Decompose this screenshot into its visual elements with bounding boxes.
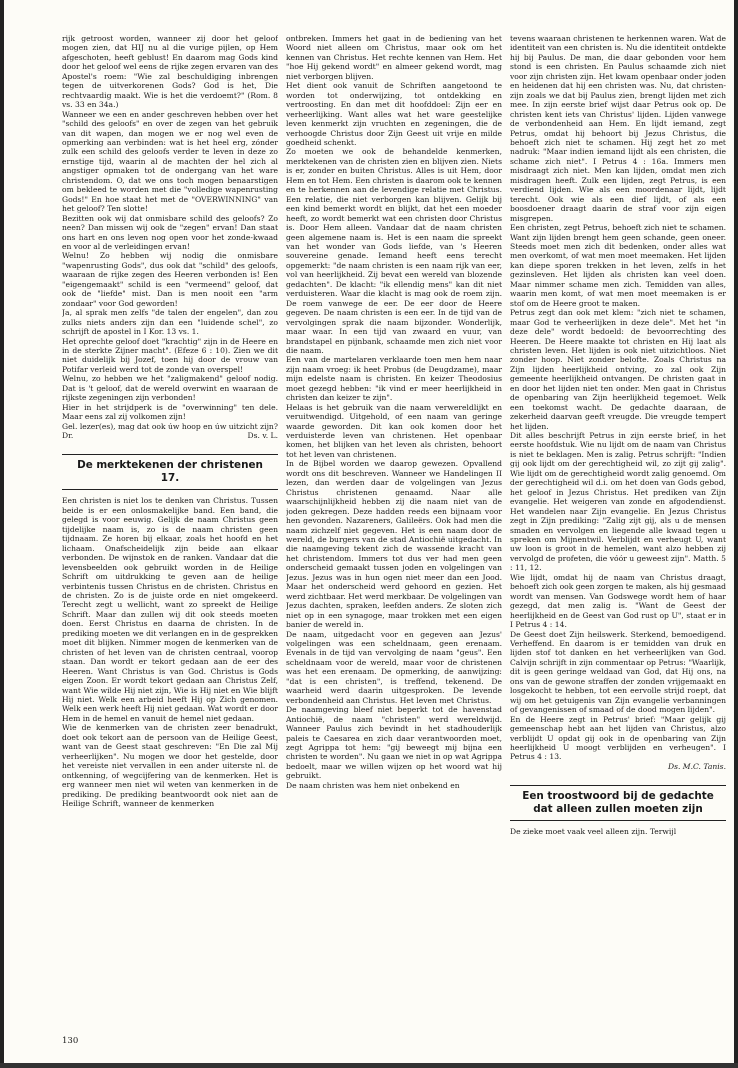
paragraph: Wie lijdt, omdat hij de naam van Christus draagt, behoeft zich ook geen zorgen te maken, als hij gesmaad wordt van mensen. Van Godswege wordt hem of haar gezegd, dat men zalig is. "Want de Geest der heerlijkheid en de Geest van God rust op U", staat er in I Petrus 4 : 14. [510,572,726,630]
right-page-edge [734,0,738,1068]
paragraph: Het oprechte geloof doet "krachtig" zijn in de Heere en in de sterkte Zijner macht". (Efeze 6 : 10). Zien we dit niet duidelijk bij Jozef, toen hij door de vrouw van Potifar verleid werd tot de zonde van overspel! [62,336,278,374]
next-article-heading: Een troostwoord bij de gedachte dat alleen zullen moeten zijn [510,785,726,821]
paragraph: De naamgeving bleef niet beperkt tot de havenstad Antiochië, de naam "christen" werd wereldwijd. Wanneer Paulus zich bevindt in het stadhouderlijk paleis te Caesarea en zich daar verantwoorden moet, zegt Agrippa tot hem: "gij beweegt mij bijna een christen te worden". Nu gaan we niet in op wat Agrippa bedoelt, maar we willen wijzen op het woord wat hij gebruikt. [286,705,502,781]
text-column-1 [62,34,278,1018]
paragraph: ontbreken. Immers het gaat in de bediening van het Woord niet alleen om Christus, maar ook om het kennen van Christus. Het rechte kennen van Hem. Het "hoe Hij gekend wordt" en almeer gekend wordt, mag niet verborgen blijven. [286,34,502,81]
paragraph: tevens waaraan christenen te herkennen waren. Wat de identiteit van een christen is. Nu die identiteit ontdekte hij bij Paulus. De man, die daar gebonden voor hem stond is een christen. En Paulus schaamde zich niet voor zijn christen zijn. Het kwam openbaar onder joden en heidenen dat hij een christen was. Nu, dat christen-zijn zoals we dat bij Paulus zien, brengt lijden met zich mee. In zijn eerste brief wijst daar Petrus ook op. De christen kent iets van Christus' lijden. Lijden vanwege de verbondenheid aan Hem. En lijdt iemand, zegt Petrus, omdat hij behoort bij Jezus Christus, die behoeft zich niet te schamen. Hij zegt het zo met nadruk: "Maar indien iemand lijdt als een christen, die schame zich niet". I Petrus 4 : 16a. Immers men misdraagt zich niet. Men kan lijden, omdat men zich misdragen heeft. Zulk een lijden, zegt Petrus, is een verdiend lijden. Wie als een moordenaar lijdt, lijdt terecht. Ook wie als een dief lijdt, of als een boosdoener draagt daarin de straf voor zijn eigen misgrepen. [510,34,726,223]
paragraph: De zieke moet vaak veel alleen zijn. Terwijl [510,827,677,837]
paragraph: Het dient ook vanuit de Schriften aangetoond te worden tot onderwijzing, tot ontdekking en vertroosting. En dan met dit hoofddoel: Zijn eer en verheerlijking. Want alles wat het ware geestelijke leven kenmerkt zijn vruchten en zegeningen, die de verhoogde Christus door Zijn Geest uit vrije en milde goedheid schenkt. [286,81,502,147]
paragraph: Zo moeten we ook de behandelde kenmerken, merktekenen van de christen zien en blijven zien. Niets is er, zonder en buiten Christus. Alles is uit Hem, door Hem en tot Hem. Een christen is daarom ook te kennen en te herkennen aan de levendige relatie met Christus. Een relatie, die niet verborgen kan blijven. Gelijk bij een kind bemerkt wordt en blijkt, dat het een moeder heeft, zo wordt bemerkt wat een christen door Christus is. Door Hem alleen. Vandaar dat de naam christen geen algemene naam is. Het is een naam die spreekt van het wonder van Gods liefde, van 's Heeren souvereine genade. Iemand heeft eens terecht opgemerkt: "de naam christen is een naam rijk van eer, vol van heerlijkheid. Zij bevat een wereld van blozende gedachten". De klacht: "ik ellendig mens" kan dit niet verduisteren. Waar die klacht is mag ook de roem zijn. De roem vanwege de eer. De eer door de Heere gegeven. De naam christen is een eer. In de tijd van de vervolgingen sprak die naam bijzonder. Wonderlijk, maar waar. In een tijd van zwaard en vuur, van brandstapel en pijnbank, schaamde men zich niet voor die naam. [286,147,502,355]
paragraph: De naam, uitgedacht voor en gegeven aan Jezus' volgelingen was een scheldnaam, geen erenaam. Evenals in de tijd van vervolging de naam "geus". Een scheldnaam voor de wereld, maar voor de christenen was het een erenaam. De opmerking, de aanwijzing: "dat is een christen", is treffend, tekenend. De waarheid werd daarin uitgesproken. De levende verbondenheid aan Christus. Het leven met Christus. [286,629,502,705]
paragraph: Welnu, zo hebben we het "zaligmakend" geloof nodig. Dat is 't geloof, dat de wereld overwint en waaraan de rijkste zegeningen zijn verbonden! [62,374,278,403]
paragraph: Een christen, zegt Petrus, behoeft zich niet te schamen. Want zijn lijden brengt hem geen schande, geen oneer. Steeds moet men zich dit bedenken, onder alles wat men overkomt, of wat men moet meemaken. Het lijden kan diepe sporen trekken in het leven, zelfs in het gezinsleven. Het lijden als christen kan veel doen. Maar nimmer schame men zich. Temidden van alles, waarin men komt, of wat men moet meemaken is er stof om de Heere groot te maken. [510,223,726,308]
signature-right: Ds. v. L. [247,431,278,441]
paragraph: Een van de martelaren verklaarde toen men hem naar zijn naam vroeg: ik heet Probus (de Deugdzame), maar mijn edelste naam is christen. En keizer Theodosius moet gezegd hebben: "ik vind er meer heerlijkheid in christen dan keizer te zijn". [286,355,502,403]
paragraph: Petrus zegt dan ook met klem: "zich niet te schamen, maar God te verheerlijken in deze dele". Met het "in deze dele" wordt bedoeld: de bevoorrechting des Heeren. De Heere maakte tot christen en Hij laat als christen leven. Het lijden is ook niet uitzichtloos. Niet zonder hoop. Niet zonder belofte. Zoals Christus na Zijn lijden heerlijkheid ontving, zo zal ook Zijn gemeente heerlijkheid ontvangen. De christen gaat in en door het lijden niet ten onder. Men gaat in Christus de openbaring van Zijn heerlijkheid tegemoet. Welk een toekomst wacht. De gedachte daaraan, de zekerheid daarvan geeft vreugde. Die vreugde tempert het lijden. [510,308,726,431]
page-number: 130 [62,1036,79,1046]
left-page-edge [0,0,4,1068]
text-column-2 [286,34,502,1018]
paragraph: Helaas is het gebruik van die naam verwereldlijkt en veruitwendigd. Uitgehold, of een naam van geringe waarde geworden. Dit kan ook komen door het verduisterde leven van christenen. Het openbaar komen, het blijken van het leven als christen, behoort tot het leven van christenen. [286,402,502,459]
paragraph: De Geest doet Zijn heilswerk. Sterkend, bemoedigend. Verheffend. En daarom is er temidden van druk en lijden stof tot danken en het verheerlijken van God. Calvijn schrijft in zijn commentaar op Petrus: "Waarlijk, dit is geen geringe weldaad van God, dat Hij ons, na ons van de gewone straffen der zonden vrijgemaakt en losgekocht te hebben, tot een eervolle strijd roept, dat wij om het getuigenis van Zijn evangelie verbanningen of gevangenissen of smaad of de dood mogen lijden". [510,629,726,715]
text-column-3 [510,34,726,1018]
paragraph: In de Bijbel worden we daarop gewezen. Opvallend wordt ons dit beschreven. Wanneer we Handelingen II lezen, dan werden daar de volgelingen van Jezus Christus christenen genaamd. Naar alle waarschijnlijkheid hebben zij die naam niet van de joden gekregen. Deze hadden reeds een bijnaam voor hen gevonden. Nazareners, Galileërs. Ook had men die naam zichzelf niet gegeven. Het is een naam door de wereld, de burgers van de stad Antiochië uitgedacht. In die naamgeving tekent zich de wassende kracht van het christendom. Immers tot dus ver had men geen onderscheid gemaakt tussen joden en volgelingen van Jezus. Jezus was in hun ogen niet meer dan een Jood. Maar het onderscheid werd gehoord en gezien. Het werd zichtbaar. Het werd merkbaar. De volgelingen van Jezus dachten, spraken, leefden anders. Ze sloten zich niet op in een synagoge, maar trokken met een eigen banier de wereld in. [286,459,502,630]
paragraph: rijk getroost worden, wanneer zij door het geloof mogen zien, dat HIJ nu al die vurige pijlen, op Hem afgeschoten, heeft geblust! En daarom mag Gods kind door het geloof wel eens de rijke zegen ervaren van des Apostel's roem: "Wie zal beschuldiging inbrengen tegen de uitverkorenen Gods? God is het, Die rechtvaardig maakt. Wie is het die verdoemt?" (Rom. 8 vs. 33 en 34a.) [62,34,278,110]
signature-left: Dr. [62,431,74,441]
paragraph: Wanneer we een en ander geschreven hebben over het "schild des geloofs" en over de zegen van het gebruik van dit wapen, dan mogen we er nog wel even de opmerking aan verbinden: wat is het heel erg, zónder zulk een schild des geloofs verder te leven in deze zo ernstige tijd, waarin al de machten der hel zich al angstiger opmaken tot de ondergang van het ware christendom. O, dat we ons toch mogen benaarstigen om bekleed te worden met die "volledige wapenrusting Gods!" En hoe staat het met de "OVERWINNING" van het geloof? Ten slotte! [62,109,278,214]
paragraph: Ja, al sprak men zelfs "de talen der engelen", dan zou zulks niets anders zijn dan een "luidende schel", zo schrijft de apostel in I Kor. 13 vs. 1. [62,308,278,337]
paragraph: Dit alles beschrijft Petrus in zijn eerste brief, in het eerste hoofdstuk. Wie nu lijdt om de naam van Christus is niet te beklagen. Men is zalig. Petrus schrijft: "Indien gij ook lijdt om der gerechtigheid wil, zo zijt gij zalig". Wie lijdt om de gerechtigheid wordt zalig genoemd. Om der gerechtigheid wil d.i. om het doen van Gods gebod, het geloof in Jezus Christus. Het prediken van Zijn evangelie. Het weigeren van zonde en afgodendienst. Het wandelen naar Zijn evangelie. En Jezus Christus zegt in Zijn prediking: "Zalig zijt gij, als u de mensen smaden en vervolgen en liegende alle kwaad tegen u spreken om Mijnentwil. Verblijdt en verheugt U, want uw loon is groot in de hemelen, want alzo hebben zij vervolgd de profeten, die vóór u geweest zijn". Matth. 5 : 11, 12. [510,431,726,573]
paragraph: Welnu! Zo hebben wij nodig die onmisbare "wapenrusting Gods", dus ook dat "schild" des geloofs, waaraan de rijke zegen des Heeren verbonden is! Een "eigengemaakt" schild is een "vermeend" geloof, dat ook de "liefde" mist. Dan is men nooit een "arm zondaar" voor God geworden! [62,251,278,308]
paragraph: Wie de kenmerken van de christen zeer benadrukt, doet ook tekort aan de persoon van de Heilige Geest, want van de Geest staat geschreven: "En Die zal Mij verheerlijken". Nu mogen we door het gestelde, door het vereiste niet vervallen in een ander uiterste nl. de ontkenning, of wegcijfering van de kenmerken. Het is erg wanneer men niet wil weten van kenmerken in de prediking. De prediking beantwoordt ook niet aan de Heilige Schrift, wanneer de kenmerken [62,723,278,808]
paragraph: De naam christen was hem niet onbekend en [286,780,460,790]
signature: Ds. M.C. Tanis. [667,761,726,771]
paragraph: Hier in het strijdperk is de "overwinning" ten dele. Maar eens zal zij volkomen zijn! [62,402,278,422]
article-heading: De merktekenen der christenen 17. [62,454,278,490]
signature-line [62,431,278,440]
paragraph: Een christen is niet los te denken van Christus. Tussen beide is er een onlosmakelijke band. Een band, die gelegd is voor eeuwig. Gelijk de naam Christus geen tijdelijke naam is, zo is de naam christen geen tijdnaam. Ze horen bij elkaar, zoals het hoofd en het lichaam. Onafscheidelijk zijn beide aan elkaar verbonden. De wijnstok en de ranken. Vandaar dat die levensbeelden ook gebruikt worden in de Heilige Schrift om uitdrukking te geven aan de heilige verbintenis tussen Christus en de christen. Christus en de christen. Zo is de juiste orde en niet omgekeerd. Terecht zegt u wellicht, want zo spreekt de Heilige Schrift. Maar dan zullen wij dit ook steeds moeten doen. Eerst Christus en daarna de christen. In de prediking moeten we dit verlangen en in de gesprekken moet dit blijken. Nimmer mogen de kenmerken van de christen of het leven van de christen centraal, voorop staan. Dan wordt er tekort gedaan aan de eer des Heeren. Want Christus is van God. Christus is Gods eigen Zoon. Er wordt tekort gedaan aan Christus Zelf, want Wie wilde Hij niet zijn, Wie is Hij niet en Wie blijft Hij niet. Welk een arbeid heeft Hij op Zich genomen. Welk een werk heeft Hij niet gedaan. Wat wordt er door Hem in de hemel en vanuit de hemel niet gedaan. [62,496,278,723]
paragraph: Bezitten ook wij dat onmisbare schild des geloofs? Zo neen? Dan missen wij ook de "zegen" ervan! Dan staat ons hart en ons leven nog open voor het zonde-kwaad en voor al de verleidingen ervan! [62,213,278,251]
paragraph: Gel. lezer(es), mag dat ook úw hoop en úw uitzicht zijn? [62,421,278,431]
bottom-page-edge [0,1063,738,1068]
paragraph: En de Heere zegt in Petrus' brief: "Maar gelijk gij gemeenschap hebt aan het lijden van Christus, alzo verblijdt U opdat gij ook in de openbaring van Zijn heerlijkheid U moogt verblijden en verheugen". I Petrus 4 : 13. [510,714,726,762]
